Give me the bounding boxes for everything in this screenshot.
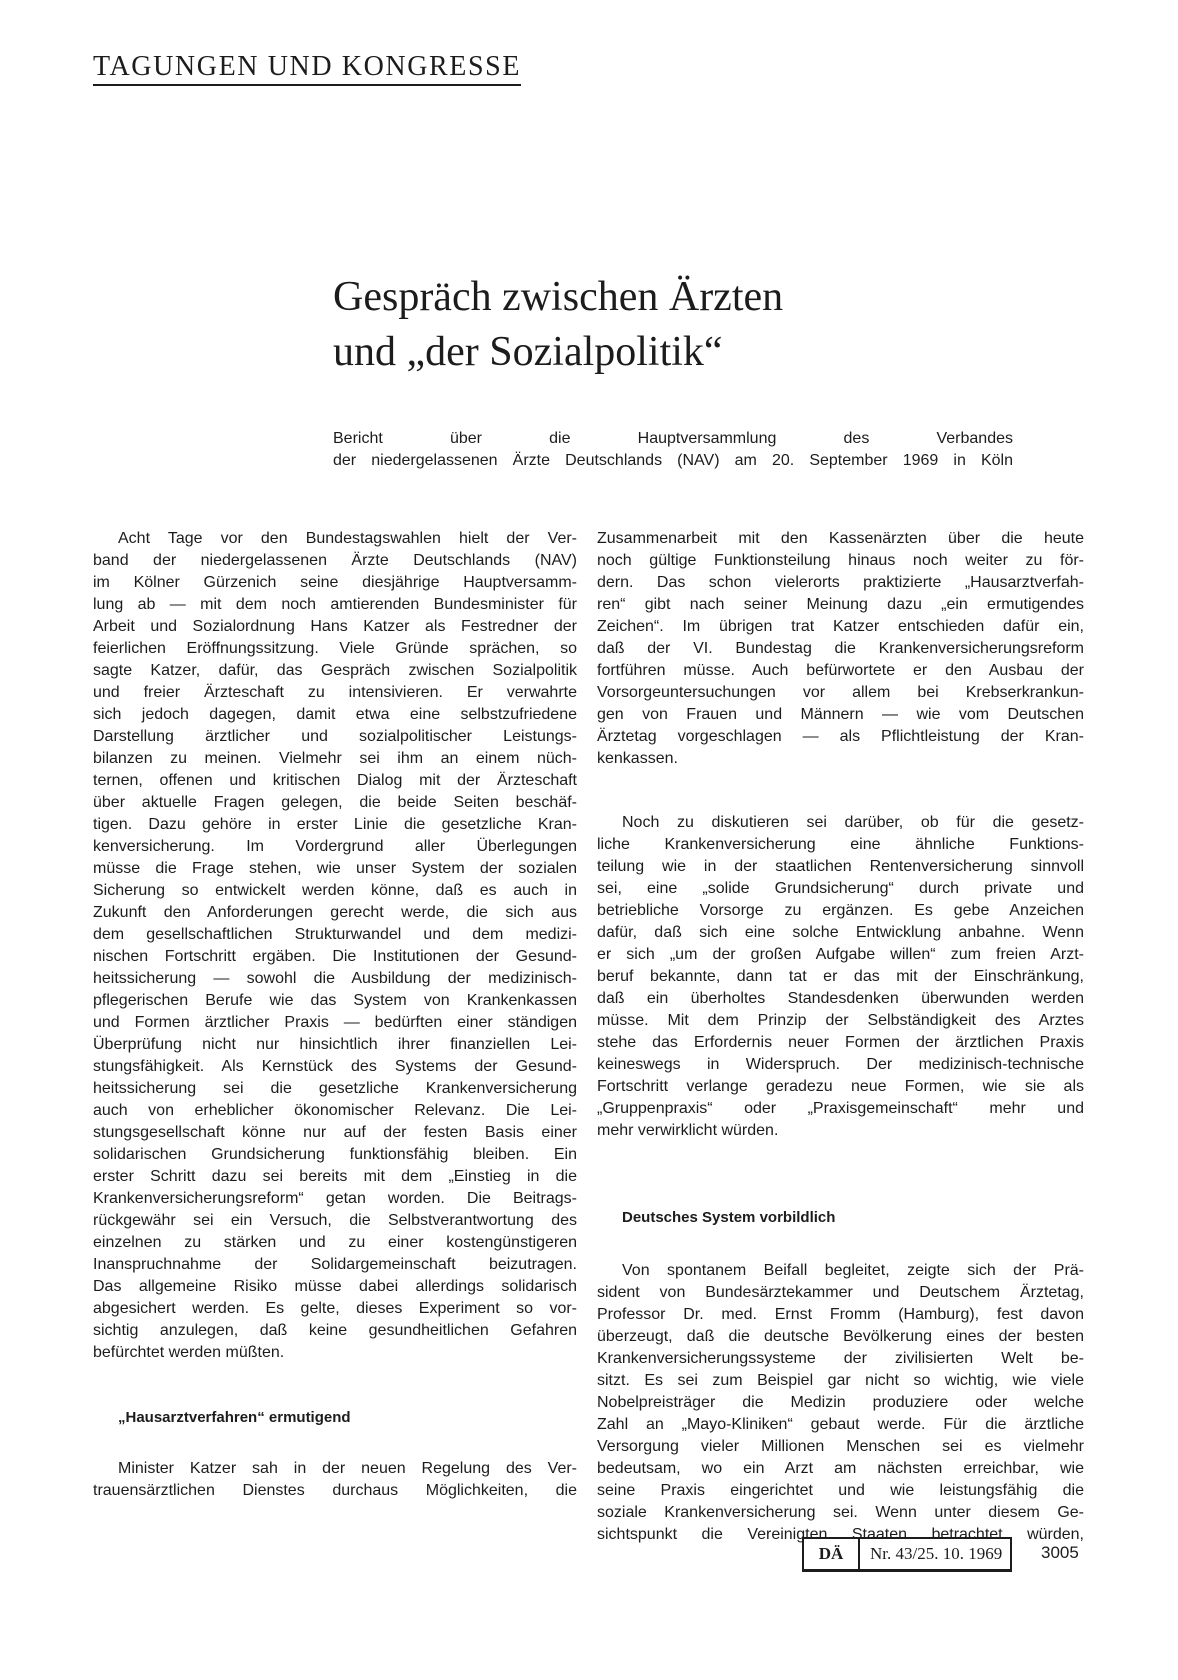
body-line: Nobelpreisträger die Medizin produziere oder welche — [597, 1394, 1084, 1411]
body-line: seine Praxis eingerichtet und wie leistungsfähig die — [597, 1482, 1084, 1499]
body-line: stungsgesellschaft könne nur auf der festen Basis einer — [93, 1124, 577, 1141]
body-line: pflegerischen Berufe wie das System von Krankenkassen — [93, 992, 577, 1009]
body-line: stungsfähigkeit. Als Kernstück des Systems der Gesund- — [93, 1058, 577, 1075]
body-line: heitssicherung — sowohl die Ausbildung der medizinisch- — [93, 970, 577, 987]
body-line: dafür, daß sich eine solche Entwicklung anbahne. Wenn — [597, 924, 1084, 941]
body-line: stehe das Erfordernis neuer Formen der ärztlichen Praxis — [597, 1034, 1084, 1051]
body-line: beruf bekannte, dann tat er das mit der Einschränkung, — [597, 968, 1084, 985]
body-line: noch gültige Funktionsteilung hinaus noch weiter zu för- — [597, 552, 1084, 569]
body-line: rückgewähr sei ein Versuch, die Selbstverantwortung des — [93, 1212, 577, 1229]
body-line: Minister Katzer sah in der neuen Regelung des Ver- — [118, 1460, 577, 1477]
body-line: und Formen ärztlicher Praxis — bedürften einer ständigen — [93, 1014, 577, 1031]
body-line: ternen, offenen und kritischen Dialog mit der Ärzteschaft — [93, 772, 577, 789]
body-line: Zeichen“. Im übrigen trat Katzer entschieden dafür ein, — [597, 618, 1084, 635]
article-title-line: und „der Sozialpolitik“ — [333, 329, 723, 375]
body-line: sich jedoch dagegen, damit etwa eine selbstzufriedene — [93, 706, 577, 723]
section-heading: „Hausarztverfahren“ ermutigend — [118, 1409, 351, 1426]
body-line: Zukunft den Anforderungen gerecht werde, die sich aus — [93, 904, 577, 921]
body-line: Von spontanem Beifall begleitet, zeigte sich der Prä- — [622, 1262, 1084, 1279]
body-line: ren“ gibt nach seiner Meinung dazu „ein ermutigendes — [597, 596, 1084, 613]
body-line: bedeutsam, wo ein Arzt am nächsten erreichbar, wie — [597, 1460, 1084, 1477]
article-title-line: Gespräch zwischen Ärzten — [333, 274, 784, 320]
body-line: dem gesellschaftlichen Strukturwandel und dem medizi- — [93, 926, 577, 943]
body-line: Sicherung so entwickelt werden könne, daß es auch in — [93, 882, 577, 899]
body-line: keineswegs in Widerspruch. Der medizinisch-technische — [597, 1056, 1084, 1073]
body-line: Zusammenarbeit mit den Kassenärzten über die heute — [597, 530, 1084, 547]
body-line: Vorsorgeuntersuchungen vor allem bei Krebserkrankun- — [597, 684, 1084, 701]
body-line: daß ein überholtes Standesdenken überwunden werden — [597, 990, 1084, 1007]
body-line: fortführen müsse. Auch befürwortete er den Ausbau der — [597, 662, 1084, 679]
body-line: abgesichert werden. Es gelte, dieses Experiment so vor- — [93, 1300, 577, 1317]
body-line: Überprüfung nicht nur hinsichtlich ihrer finanziellen Lei- — [93, 1036, 577, 1053]
issue-number: Nr. 43/25. 10. 1969 — [870, 1544, 1003, 1563]
body-line: heitssicherung sei die gesetzliche Krankenversicherung — [93, 1080, 577, 1097]
body-line: Fortschritt verlange geradezu neue Formen, wie sie als — [597, 1078, 1084, 1095]
body-line: sident von Bundesärztekammer und Deutschem Ärztetag, — [597, 1284, 1084, 1301]
body-line: Darstellung ärztlicher und sozialpolitischer Leistungs- — [93, 728, 577, 745]
body-line: feierlichen Eröffnungssitzung. Viele Gründe sprächen, so — [93, 640, 577, 657]
body-line: teilung wie in der staatlichen Rentenversicherung sinnvoll — [597, 858, 1084, 875]
subtitle-line: der niedergelassenen Ärzte Deutschlands (NAV) am 20. September 1969 in Köln — [333, 452, 1013, 469]
subtitle-line: Bericht über die Hauptversammlung des Verbandes — [333, 430, 1013, 447]
body-line: Arbeit und Sozialordnung Hans Katzer als Festredner der — [93, 618, 577, 635]
body-line: befürchtet werden müßten. — [93, 1344, 285, 1361]
body-line: nischen Fortschritt ergäben. Die Institutionen der Gesund- — [93, 948, 577, 965]
body-line: solidarischen Grundsicherung funktionsfähig bleiben. Ein — [93, 1146, 577, 1163]
body-line: müsse die Frage stehen, wie unser System der sozialen — [93, 860, 577, 877]
body-line: sitzt. Es sei zum Beispiel gar nicht so wichtig, wie viele — [597, 1372, 1084, 1389]
body-line: er sich „um der großen Aufgabe willen“ zum freien Arzt- — [597, 946, 1084, 963]
article-subtitle — [333, 428, 1013, 472]
body-line: überzeugt, daß die deutsche Bevölkerung eines der besten — [597, 1328, 1084, 1345]
body-line: Zahl an „Mayo-Kliniken“ gebaut werde. Für die ärztliche — [597, 1416, 1084, 1433]
body-line: sei, eine „solide Grundsicherung“ durch private und — [597, 880, 1084, 897]
body-line: daß der VI. Bundestag die Krankenversicherungsreform — [597, 640, 1084, 657]
body-line: Inanspruchnahme der Solidargemeinschaft beizutragen. — [93, 1256, 577, 1273]
body-line: Das allgemeine Risiko müsse dabei allerdings solidarisch — [93, 1278, 577, 1295]
body-line: Professor Dr. med. Ernst Fromm (Hamburg), fest davon — [597, 1306, 1084, 1323]
body-line: „Gruppenpraxis“ oder „Praxisgemeinschaft“ mehr und — [597, 1100, 1084, 1117]
body-line: bilanzen zu meinen. Vielmehr sei ihm an einem nüch- — [93, 750, 577, 767]
body-line: einzelnen zu stärken und zu einer kostengünstigeren — [93, 1234, 577, 1251]
body-line: sagte Katzer, dafür, das Gespräch zwischen Sozialpolitik — [93, 662, 577, 679]
body-line: kenversicherung. Im Vordergrund aller Überlegungen — [93, 838, 577, 855]
body-line: erster Schritt dazu sei bereits mit dem „Einstieg in die — [93, 1168, 577, 1185]
page-number: 3005 — [1041, 1543, 1079, 1562]
body-line: Krankenversicherungsreform“ getan worden. Die Beitrags- — [93, 1190, 577, 1207]
body-line: Krankenversicherungssysteme der zivilisierten Welt be- — [597, 1350, 1084, 1367]
body-line: gen von Frauen und Männern — wie vom Deutschen — [597, 706, 1084, 723]
body-line: über aktuelle Fragen gelegen, die beide Seiten beschäf- — [93, 794, 577, 811]
body-line: Versorgung vieler Millionen Menschen sei es vielmehr — [597, 1438, 1084, 1455]
section-heading: Deutsches System vorbildlich — [622, 1209, 836, 1226]
body-line: müsse. Mit dem Prinzip der Selbständigkeit des Arztes — [597, 1012, 1084, 1029]
body-line: Noch zu diskutieren sei darüber, ob für die gesetz- — [622, 814, 1084, 831]
body-line: trauensärztlichen Dienstes durchaus Möglichkeiten, die — [93, 1482, 577, 1499]
body-line: auch von erheblicher ökonomischer Relevanz. Die Lei- — [93, 1102, 577, 1119]
body-line: Acht Tage vor den Bundestagswahlen hielt der Ver- — [118, 530, 577, 547]
body-line: sichtspunkt die Vereinigten Staaten betrachtet würden, — [597, 1526, 1084, 1543]
body-line: und freier Ärzteschaft zu intensivieren. Er verwahrte — [93, 684, 577, 701]
body-line: dern. Das schon vielerorts praktizierte „Hausarztverfah- — [597, 574, 1084, 591]
body-line: Ärztetag vorgeschlagen — als Pflichtleistung der Kran- — [597, 728, 1084, 745]
body-line: betriebliche Vorsorge zu ergänzen. Es gebe Anzeichen — [597, 902, 1084, 919]
body-line: lung ab — mit dem noch amtierenden Bundesminister für — [93, 596, 577, 613]
journal-issue-badge — [802, 1537, 1012, 1572]
article-title — [333, 270, 783, 380]
body-line: mehr verwirklicht würden. — [597, 1122, 779, 1139]
journal-logo: DÄ — [804, 1539, 860, 1569]
body-line: tigen. Dazu gehöre in erster Linie die gesetzliche Kran- — [93, 816, 577, 833]
body-line: band der niedergelassenen Ärzte Deutschlands (NAV) — [93, 552, 577, 569]
body-line: sichtig anzulegen, daß keine gesundheitlichen Gefahren — [93, 1322, 577, 1339]
section-header: TAGUNGEN UND KONGRESSE — [93, 52, 521, 86]
body-line: im Kölner Gürzenich seine diesjährige Hauptversamm- — [93, 574, 577, 591]
body-line: liche Krankenversicherung eine ähnliche Funktions- — [597, 836, 1084, 853]
body-line: kenkassen. — [597, 750, 678, 767]
body-line: soziale Krankenversicherung sei. Wenn unter diesem Ge- — [597, 1504, 1084, 1521]
